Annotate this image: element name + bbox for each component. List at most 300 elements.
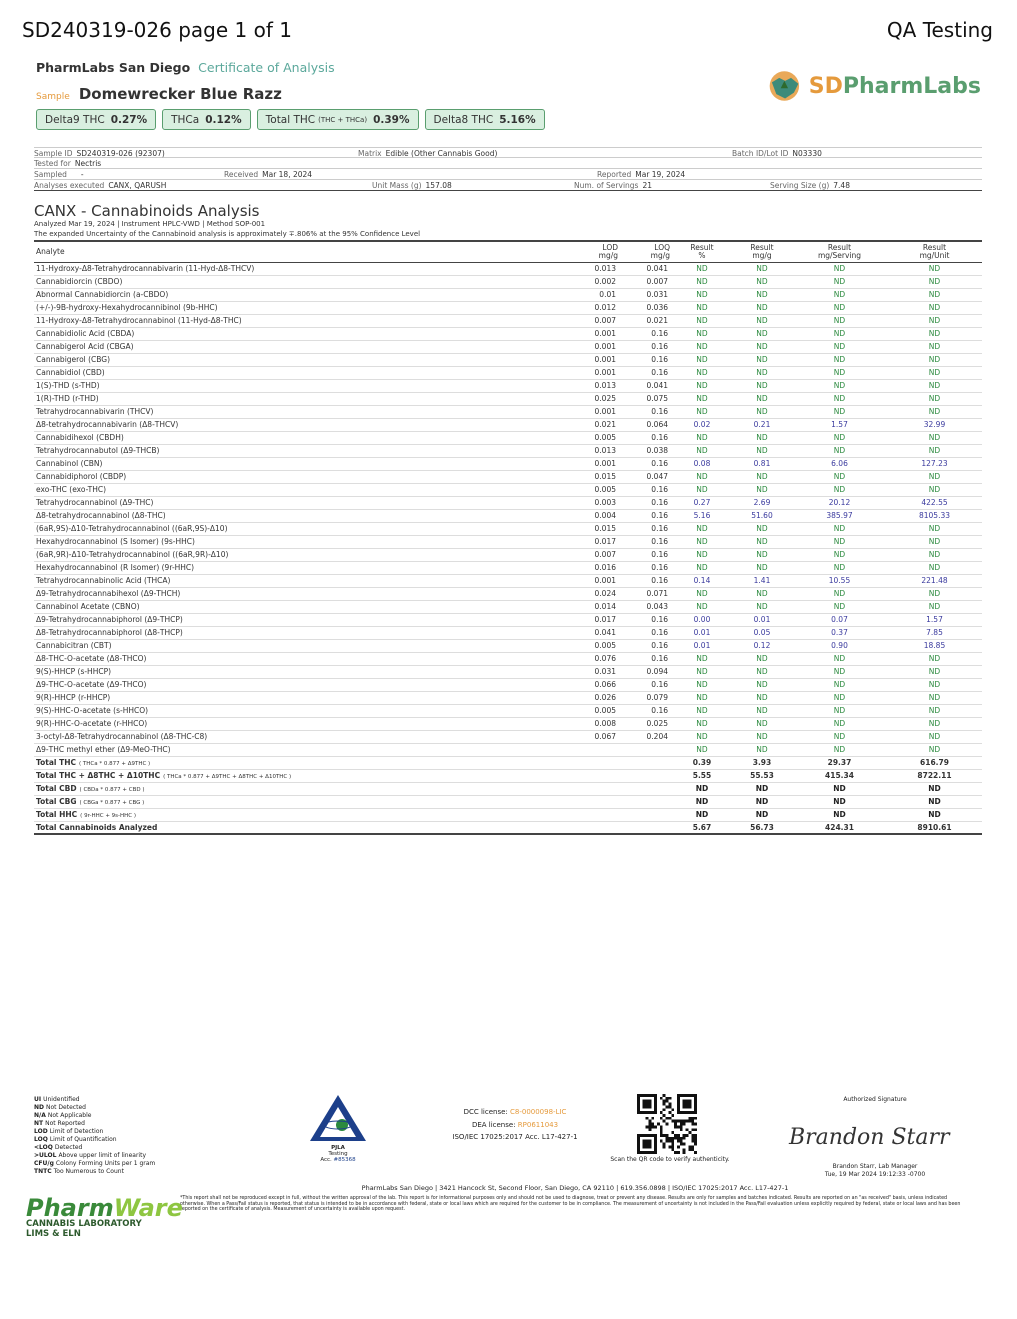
table-row (34, 496, 982, 509)
analyte-value: ND (792, 327, 887, 340)
analyte-value: 0.16 (620, 613, 672, 626)
analyte-value: ND (887, 366, 982, 379)
analyte-value: 0.025 (620, 717, 672, 730)
table-row (34, 639, 982, 652)
analyte-value: ND (792, 353, 887, 366)
servings-label: Num. of Servings (574, 181, 639, 190)
analyte-value: 0.043 (620, 600, 672, 613)
analyte-value: 0.07 (792, 613, 887, 626)
total-formula: ( THCa * 0.877 + Δ9THC + Δ8THC + Δ10THC ) (163, 774, 292, 780)
analyte-value: 422.55 (887, 496, 982, 509)
analyte-name: Δ8-tetrahydrocannabivarin (Δ8-THCV) (34, 418, 568, 431)
column-header: LOQ mg/g (620, 241, 672, 262)
analyte-value: 1.57 (792, 418, 887, 431)
california-seal-icon (766, 61, 803, 111)
analyte-value: 0.16 (620, 561, 672, 574)
legend-item (34, 1120, 155, 1128)
analyte-value: 0.16 (620, 340, 672, 353)
table-row (34, 665, 982, 678)
total-value: 56.73 (732, 821, 792, 834)
serving-size-label: Serving Size (g) (770, 181, 830, 190)
batch-value: N03330 (792, 149, 822, 158)
total-value: 616.79 (887, 756, 982, 769)
analyte-name: Tetrahydrocannabutol (Δ9-THCB) (34, 444, 568, 457)
analyte-value: ND (672, 353, 732, 366)
analyte-value: ND (792, 743, 887, 756)
analyte-value: ND (732, 444, 792, 457)
sdpharmlabs-logo (766, 58, 981, 114)
analyte-value: ND (792, 379, 887, 392)
analyte-value: 0.047 (620, 470, 672, 483)
analyte-value: ND (732, 288, 792, 301)
total-label (34, 756, 568, 769)
handwritten-signature-icon (785, 1116, 965, 1156)
analyte-value: 0.007 (568, 548, 620, 561)
analyte-value (568, 743, 620, 756)
analyte-name: Δ8-Tetrahydrocannabiphorol (Δ8-THCP) (34, 626, 568, 639)
analyte-value: 0.16 (620, 431, 672, 444)
analyte-value: ND (792, 548, 887, 561)
analyte-value: 0.001 (568, 366, 620, 379)
analyte-name: 11-Hydroxy-Δ8-Tetrahydrocannabinol (11-Hyd-Δ8-THC) (34, 314, 568, 327)
pharmware-p1b: Ware (113, 1194, 183, 1222)
total-label (34, 821, 568, 834)
analyte-value: ND (792, 470, 887, 483)
table-row (34, 366, 982, 379)
summary-badges (36, 109, 545, 130)
badge-value: 0.27% (110, 113, 148, 126)
analyte-value: ND (672, 366, 732, 379)
analyte-value: 0.21 (732, 418, 792, 431)
analyte-value: ND (887, 483, 982, 496)
analyte-value: ND (887, 704, 982, 717)
total-value: ND (887, 782, 982, 795)
analyses-value: CANX, QARUSH (108, 181, 167, 190)
analyte-name: 9(S)-HHCP (s-HHCP) (34, 665, 568, 678)
analyte-value: ND (887, 431, 982, 444)
analyte-value: 0.204 (620, 730, 672, 743)
analyte-value: 0.16 (620, 366, 672, 379)
table-row (34, 418, 982, 431)
table-row (34, 730, 982, 743)
analyte-value: ND (887, 262, 982, 275)
analysis-title: CANX - Cannabinoids Analysis (34, 202, 260, 220)
total-value: 424.31 (792, 821, 887, 834)
analyte-value: 0.01 (672, 639, 732, 652)
badge-label: Delta9 THC (45, 113, 105, 126)
analyte-value: ND (792, 340, 887, 353)
legend-abbr: N/A (34, 1112, 46, 1119)
legend-meaning: Limit of Detection (49, 1128, 104, 1135)
matrix-label: Matrix (358, 149, 382, 158)
analyte-value: ND (672, 561, 732, 574)
analyte-value: 0.017 (568, 613, 620, 626)
analyte-name: Cannabidiphorol (CBDP) (34, 470, 568, 483)
badge-value: 0.12% (205, 113, 242, 126)
analyte-name: Abnormal Cannabidiorcin (a-CBDO) (34, 288, 568, 301)
table-row (34, 652, 982, 665)
legend-meaning: Not Applicable (47, 1112, 92, 1119)
reported-value: Mar 19, 2024 (635, 170, 686, 179)
total-formula: ( THCa * 0.877 + Δ9THC ) (79, 761, 151, 767)
analyte-value: 0.012 (568, 301, 620, 314)
analyte-value: 0.013 (568, 262, 620, 275)
legend-item (34, 1128, 155, 1136)
analyte-value: ND (887, 275, 982, 288)
analyte-value: ND (672, 262, 732, 275)
tested-for-value: Nectris (74, 159, 102, 168)
analyte-value: 0.16 (620, 509, 672, 522)
analyte-name: Cannabigerol Acid (CBGA) (34, 340, 568, 353)
analyte-value: 0.001 (568, 405, 620, 418)
analyte-value: ND (792, 522, 887, 535)
pjla-acc-label: Acc. (320, 1157, 332, 1163)
analyte-value: ND (792, 600, 887, 613)
legend-meaning: Above upper limit of linearity (58, 1152, 146, 1159)
analyte-name: Cannabinol Acetate (CBNO) (34, 600, 568, 613)
total-value: ND (887, 795, 982, 808)
analyte-value: ND (792, 444, 887, 457)
analyte-value: ND (887, 600, 982, 613)
analyte-value: 0.041 (620, 379, 672, 392)
analyte-value: ND (732, 340, 792, 353)
dea-license-value: RP0611043 (517, 1120, 559, 1129)
signature-script: Brandon Starr (789, 1125, 950, 1150)
analyte-value: 0.025 (568, 392, 620, 405)
analyte-value: ND (732, 600, 792, 613)
analyte-value: ND (672, 431, 732, 444)
analyte-value: 0.16 (620, 639, 672, 652)
analyte-name: Δ9-THC methyl ether (Δ9-MeO-THC) (34, 743, 568, 756)
analyte-value: ND (792, 717, 887, 730)
analyte-value (620, 743, 672, 756)
analyte-value: ND (887, 535, 982, 548)
analyte-value: 32.99 (887, 418, 982, 431)
analyte-value: 0.16 (620, 626, 672, 639)
reported-label: Reported (597, 170, 632, 179)
analyte-name: Cannabicitran (CBT) (34, 639, 568, 652)
total-label (34, 769, 568, 782)
table-row (34, 548, 982, 561)
analyte-value: ND (887, 678, 982, 691)
analyte-value: 0.026 (568, 691, 620, 704)
analyte-name: Tetrahydrocannabinolic Acid (THCA) (34, 574, 568, 587)
analyte-value: ND (887, 561, 982, 574)
analyte-value: ND (672, 678, 732, 691)
analyte-value: 0.031 (620, 288, 672, 301)
lab-address: PharmLabs San Diego | 3421 Hancock St, Second Floor, San Diego, CA 92110 | 619.356.0898 | ISO/IEC 17025:2017 Acc. L17-427-1 (361, 1184, 789, 1192)
analyte-value: 2.69 (732, 496, 792, 509)
certificate-label: Certificate of Analysis (198, 60, 335, 75)
signer-name: Brandon Starr, Lab Manager (832, 1163, 918, 1170)
qa-testing-label: QA Testing (886, 18, 993, 42)
analyte-value: ND (672, 535, 732, 548)
analyte-value: 0.16 (620, 704, 672, 717)
summary-badge (162, 109, 251, 130)
analysis-uncertainty-note: The expanded Uncertainty of the Cannabinoid analysis is approximately ∓.806% at the 95% Confidence Level (34, 230, 421, 238)
legend-item (34, 1144, 155, 1152)
analyte-value: 51.60 (732, 509, 792, 522)
analyte-value: ND (887, 743, 982, 756)
analyte-value: 0.05 (732, 626, 792, 639)
table-row (34, 535, 982, 548)
analyte-value: ND (732, 327, 792, 340)
analyte-value: ND (792, 730, 887, 743)
analyte-value: ND (792, 652, 887, 665)
disclaimer: *This report shall not be reproduced except in full, without the written approval of the lab. This report is for informational purposes only and should not be used to diagnose, treat or prevent any disease. Results are only for samples and batches indicated. Results are reported on an "as received" basis, unless indicated otherwise. When a Pass/Fail status is reported, that status is intended to be in accordance with federal, state or local laws which are required for the customer to be in compliance. The measurement of uncertainty is not included in the Pass/Fail evaluation unless explicitly required by federal, state or local laws and has been reported on the certificate of analysis. Measurement of uncertainty is available upon request. (180, 1196, 961, 1212)
analyte-name: 1(S)-THD (s-THD) (34, 379, 568, 392)
analyte-value: ND (732, 548, 792, 561)
analyte-value: 0.094 (620, 665, 672, 678)
table-row (34, 405, 982, 418)
analyte-value: ND (732, 262, 792, 275)
lab-name: PharmLabs San Diego (36, 60, 191, 75)
legend-item (34, 1168, 155, 1176)
pjla-testing: Testing (328, 1151, 348, 1157)
analyte-value: 0.02 (672, 418, 732, 431)
dcc-license-value: C8-0000098-LIC (510, 1108, 567, 1116)
legend-meaning: Colony Forming Units per 1 gram (55, 1160, 156, 1167)
iso-accreditation: ISO/IEC 17025:2017 Acc. L17-427-1 (452, 1133, 578, 1141)
verification-qr-icon[interactable] (637, 1094, 697, 1154)
total-value: ND (732, 808, 792, 821)
analyte-value: ND (732, 405, 792, 418)
total-name: Total CBG (36, 797, 77, 806)
analyte-value: 0.12 (732, 639, 792, 652)
logo-sd: SD (808, 73, 843, 99)
analyte-value: 0.001 (568, 340, 620, 353)
table-row (34, 509, 982, 522)
analyte-value: ND (792, 691, 887, 704)
analyte-value: ND (887, 405, 982, 418)
total-formula: ( 9r-HHC + 9s-HHC ) (80, 813, 137, 819)
legend-item (34, 1160, 155, 1168)
analyte-value: 0.041 (620, 262, 672, 275)
analyte-value: 0.064 (620, 418, 672, 431)
analyte-value: ND (672, 327, 732, 340)
unit-mass-value: 157.08 (425, 181, 452, 190)
analyte-value: 0.001 (568, 457, 620, 470)
analyte-value: 0.16 (620, 522, 672, 535)
analyte-name: Hexahydrocannabinol (R Isomer) (9r-HHC) (34, 561, 568, 574)
total-value: ND (672, 782, 732, 795)
total-row (34, 756, 982, 769)
analyte-value: 0.071 (620, 587, 672, 600)
analyte-value: 0.008 (568, 717, 620, 730)
analyte-value: ND (732, 392, 792, 405)
analyte-value: ND (672, 444, 732, 457)
analyte-value: ND (732, 691, 792, 704)
analyte-value: 0.021 (568, 418, 620, 431)
analyte-value: ND (887, 288, 982, 301)
analyte-value: 5.16 (672, 509, 732, 522)
received-label: Received (224, 170, 259, 179)
analyte-name: 3-octyl-Δ8-Tetrahydrocannabinol (Δ8-THC-C8) (34, 730, 568, 743)
table-row (34, 327, 982, 340)
analyte-name: Cannabidiol (CBD) (34, 366, 568, 379)
table-row (34, 379, 982, 392)
legend-item (34, 1112, 155, 1120)
analyte-value: ND (887, 470, 982, 483)
pharmware-logo (26, 1194, 183, 1239)
pharmware-p1: Pharm (26, 1194, 114, 1222)
summary-badge (36, 109, 156, 130)
analyte-value: ND (732, 353, 792, 366)
sample-label: Sample (36, 92, 70, 102)
total-row (34, 821, 982, 834)
analyte-value: ND (732, 535, 792, 548)
analyte-value: 0.005 (568, 639, 620, 652)
unit-mass-label: Unit Mass (g) (372, 181, 422, 190)
sample-name: Domewrecker Blue Razz (78, 85, 282, 103)
summary-badge (425, 109, 545, 130)
analyte-value: 1.57 (887, 613, 982, 626)
badge-label: Delta8 THC (433, 113, 494, 126)
total-name: Total THC (36, 758, 76, 767)
analyte-value: ND (792, 288, 887, 301)
badge-formula: (THC + THCa) (318, 115, 368, 124)
analyte-value: ND (672, 587, 732, 600)
analyte-value: ND (732, 743, 792, 756)
analyte-value: 0.013 (568, 444, 620, 457)
analyte-value: ND (887, 444, 982, 457)
legend-abbr: <LOQ (34, 1144, 53, 1151)
pjla-accreditation (298, 1093, 378, 1163)
analyte-value: 0.015 (568, 470, 620, 483)
total-value: 8910.61 (887, 821, 982, 834)
matrix-value: Edible (Other Cannabis Good) (385, 149, 498, 158)
table-row (34, 717, 982, 730)
analyte-value: ND (672, 483, 732, 496)
total-name: Total Cannabinoids Analyzed (36, 822, 158, 832)
analyte-value: 0.002 (568, 275, 620, 288)
analyte-value: 0.16 (620, 353, 672, 366)
total-row (34, 808, 982, 821)
table-row (34, 340, 982, 353)
signer-date: Tue, 19 Mar 2024 19:12:33 -0700 (824, 1171, 926, 1178)
table-row (34, 678, 982, 691)
legend-abbr: NT (34, 1120, 44, 1127)
signer-info (800, 1163, 950, 1179)
table-row (34, 431, 982, 444)
table-row (34, 444, 982, 457)
analyte-value: ND (887, 327, 982, 340)
total-formula: ( CBDa * 0.877 + CBD ) (79, 787, 145, 793)
table-row (34, 392, 982, 405)
legend-abbr: CFU/g (34, 1160, 54, 1167)
legend-meaning: Unidentified (43, 1096, 80, 1103)
abbreviation-legend (34, 1096, 155, 1176)
legend-meaning: Limit of Quantification (49, 1136, 117, 1143)
analyte-value: ND (732, 314, 792, 327)
analyte-value: 0.007 (620, 275, 672, 288)
analyte-value: 0.066 (568, 678, 620, 691)
total-row (34, 795, 982, 808)
analyte-value: ND (732, 704, 792, 717)
analyte-value: ND (792, 405, 887, 418)
analyte-value: ND (887, 379, 982, 392)
analyte-value: 385.97 (792, 509, 887, 522)
column-header: Analyte (34, 241, 568, 262)
column-header: Result mg/Serving (792, 241, 887, 262)
table-row (34, 522, 982, 535)
total-name: Total HHC (36, 810, 78, 819)
analyte-value: 0.01 (732, 613, 792, 626)
analyte-value: ND (672, 340, 732, 353)
analysis-subtitle: Analyzed Mar 19, 2024 | Instrument HPLC-VWD | Method SOP-001 (34, 220, 266, 228)
analyte-value: 0.37 (792, 626, 887, 639)
analyte-value: 0.038 (620, 444, 672, 457)
analyte-value: 0.067 (568, 730, 620, 743)
pjla-acc-number: #85368 (333, 1157, 356, 1163)
analyte-value: 20.12 (792, 496, 887, 509)
analyte-value: ND (887, 665, 982, 678)
authorized-signature-heading: Authorized Signature (843, 1096, 907, 1103)
badge-label: Total THC (265, 113, 316, 126)
legend-abbr: ND (34, 1104, 45, 1111)
analyte-value: ND (672, 600, 732, 613)
analyte-value: 0.16 (620, 548, 672, 561)
analyte-value: 0.001 (568, 574, 620, 587)
total-value: 5.67 (672, 821, 732, 834)
analyte-value: 0.017 (568, 535, 620, 548)
analyte-value: 0.005 (568, 483, 620, 496)
table-row (34, 561, 982, 574)
pjla-name: PJLA (331, 1145, 345, 1151)
analyte-value: 0.001 (568, 353, 620, 366)
analyte-value: 0.16 (620, 535, 672, 548)
analyte-value: ND (887, 587, 982, 600)
total-value: ND (672, 808, 732, 821)
analyte-value: 0.16 (620, 678, 672, 691)
analyte-value: 0.041 (568, 626, 620, 639)
analyte-name: (6aR,9S)-Δ10-Tetrahydrocannabinol ((6aR,9S)-Δ10) (34, 522, 568, 535)
analyte-value: 0.079 (620, 691, 672, 704)
total-value: ND (792, 795, 887, 808)
analyte-value: 8105.33 (887, 509, 982, 522)
analyte-value: ND (672, 275, 732, 288)
analyte-value: 0.16 (620, 457, 672, 470)
analyte-value: ND (792, 275, 887, 288)
total-label (34, 782, 568, 795)
total-value: ND (672, 795, 732, 808)
analyte-value: ND (672, 691, 732, 704)
badge-value: 0.39% (373, 113, 410, 126)
analyte-name: exo-THC (exo-THC) (34, 483, 568, 496)
analyte-name: Cannabidiorcin (CBDO) (34, 275, 568, 288)
table-row (34, 600, 982, 613)
analyte-name: Cannabinol (CBN) (34, 457, 568, 470)
total-value: 5.55 (672, 769, 732, 782)
analyte-value: 0.021 (620, 314, 672, 327)
column-header: Result mg/Unit (887, 241, 982, 262)
analyte-value: 7.85 (887, 626, 982, 639)
analyte-name: 9(R)-HHCP (r-HHCP) (34, 691, 568, 704)
analyte-value: ND (792, 314, 887, 327)
analyte-value: 0.004 (568, 509, 620, 522)
received-value: Mar 18, 2024 (262, 170, 313, 179)
analyte-value: 0.00 (672, 613, 732, 626)
analyte-value: 0.81 (732, 457, 792, 470)
analyte-value: ND (672, 470, 732, 483)
legend-abbr: TNTC (34, 1168, 52, 1175)
analyte-value: ND (792, 366, 887, 379)
analyte-name: Cannabidiolic Acid (CBDA) (34, 327, 568, 340)
analyte-value: ND (672, 392, 732, 405)
total-value: 8722.11 (887, 769, 982, 782)
analyte-value: ND (732, 717, 792, 730)
sample-meta (34, 147, 982, 191)
